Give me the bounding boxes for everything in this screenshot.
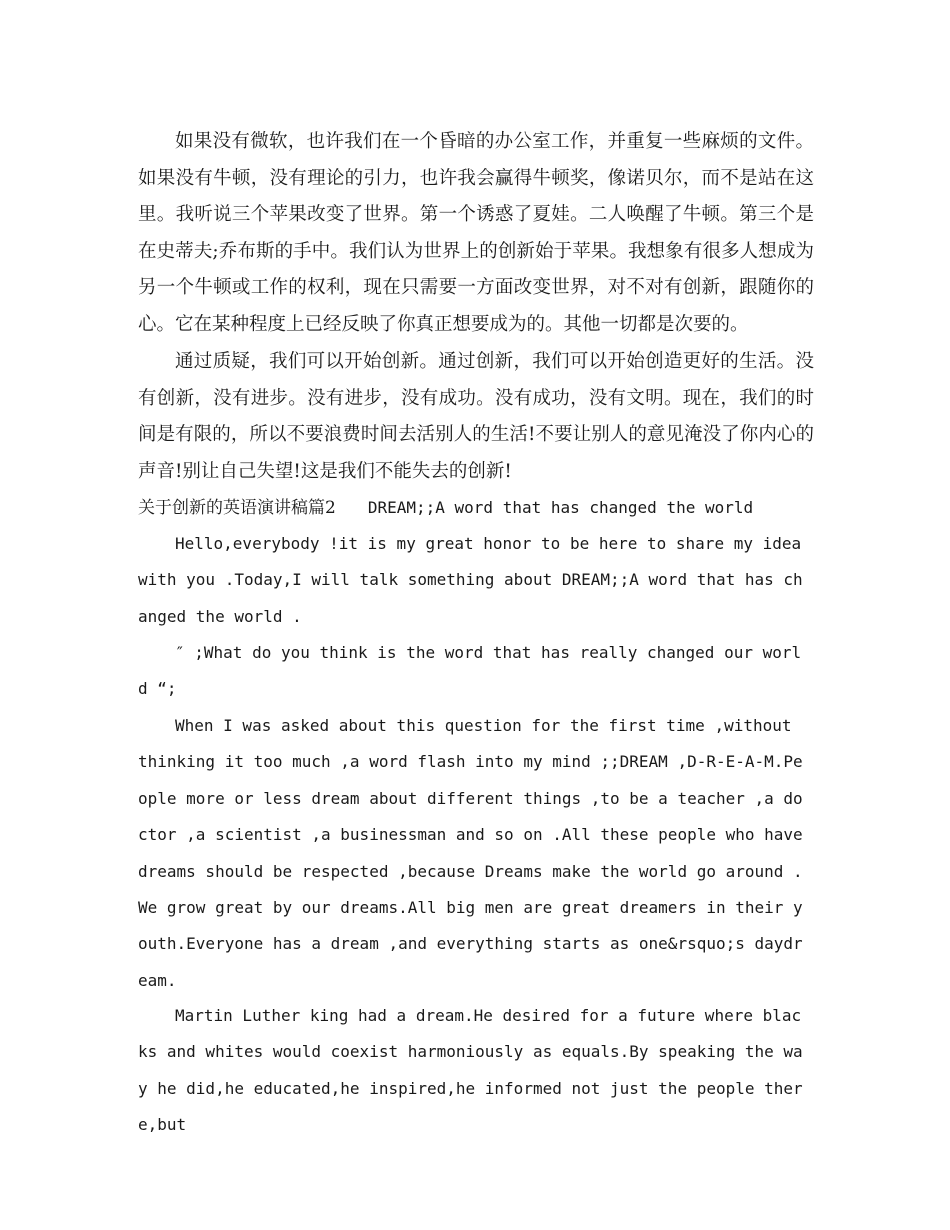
paragraph-dream: When I was asked about this question for the first time ,without thinking it too much ,a word flash into my mind ;;DREAM ,D-R-E-A-M.People more or less dream about different things ,to be a teacher ,a doctor ,a scientist ,a businessman and so on .All these people who have dreams should be respected ,because Dreams make the world go around .We grow great by our dreams.All big men are great dreamers in their youth.Everyone has a dream ,and everything starts as one&rsquo;s daydream. [138, 716, 803, 990]
section-heading [138, 490, 838, 526]
paragraph-hello: Hello,everybody !it is my great honor to be here to share my idea with you .Today,I will talk something about DREAM;;A word that has changed the world . [138, 534, 803, 626]
heading-title-en: DREAM;;A word that has changed the world [367, 498, 754, 517]
paragraph-innovation: 通过质疑，我们可以开始创新。通过创新，我们可以开始创造更好的生活。没有创新，没有进步。没有进步，没有成功。没有成功，没有文明。现在，我们的时间是有限的，所以不要浪费时间去活别人的生活!不要让别人的意见淹没了你内心的声音!别让自己失望!这是我们不能失去的创新! [138, 351, 814, 482]
heading-title-zh: 关于创新的英语演讲稿篇2 [138, 498, 336, 518]
paragraph-microsoft-newton: 如果没有微软，也许我们在一个昏暗的办公室工作，并重复一些麻烦的文件。如果没有牛顿，没有理论的引力，也许我会赢得牛顿奖，像诺贝尔，而不是站在这里。我听说三个苹果改变了世界。第一个诱惑了夏娃。二人唤醒了牛顿。第三个是在史蒂夫;乔布斯的手中。我们认为世界上的创新始于苹果。我想象有很多人想成为另一个牛顿或工作的权利，现在只需要一方面改变世界，对不对有创新，跟随你的心。它在某种程度上已经反映了你真正想要成为的。其他一切都是次要的。 [138, 131, 814, 335]
paragraph-question: ″ ;What do you think is the word that has really changed our world “; [138, 643, 802, 699]
paragraph-martin-luther-king: Martin Luther king had a dream.He desired for a future where blacks and whites would coexist harmoniously as equals.By speaking the way he did,he educated,he inspired,he informed not just the people there,but [138, 1006, 803, 1135]
